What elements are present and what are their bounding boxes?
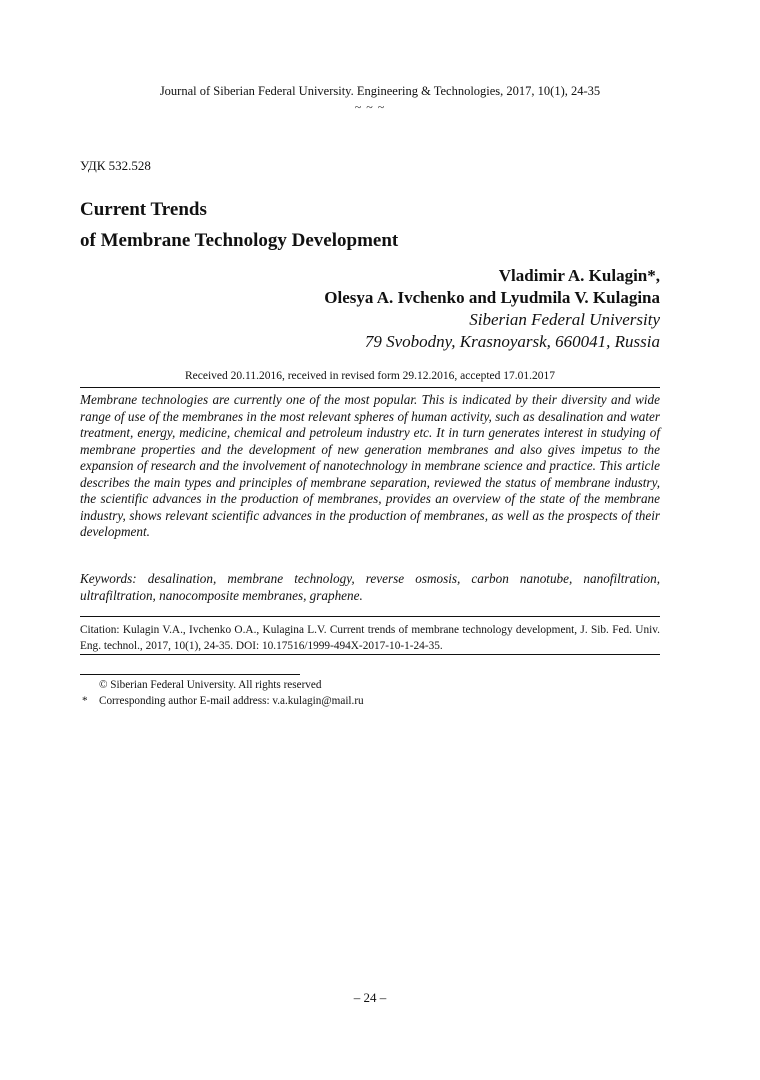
authors-line-1: Vladimir A. Kulagin*, [498,266,660,285]
authors-line-2: Olesya A. Ivchenko and Lyudmila V. Kulagina [324,288,660,307]
affiliation: Siberian Federal University [469,310,660,329]
journal-header: Journal of Siberian Federal University. Engineering & Technologies, 2017, 10(1), 24-35 [159,84,601,98]
abstract-top-rule [80,387,660,388]
header-ornament: ~ ~ ~ [354,100,386,114]
keywords: Keywords: desalination, membrane technology, reverse osmosis, carbon nanotube, nanofiltration, ultrafiltration, nanocomposite membranes, graphene. [80,571,660,603]
received-dates: Received 20.11.2016, received in revised form 29.12.2016, accepted 17.01.2017 [184,370,556,382]
address: 79 Svobodny, Krasnoyarsk, 660041, Russia [364,332,660,351]
corresponding-author-footnote: Corresponding author E-mail address: v.a.kulagin@mail.ru [99,695,364,707]
copyright-footnote: © Siberian Federal University. All rights reserved [99,679,322,691]
citation-bottom-rule [80,654,660,655]
author-block [324,265,660,353]
citation: Citation: Kulagin V.A., Ivchenko O.A., Kulagina L.V. Current trends of membrane technology development, J. Sib. Fed. Univ. Eng. technol., 2017, 10(1), 24-35. DOI: 10.17516/1999-494X-2017-10-1-24-35. [80,624,660,652]
udc-code: УДК 532.528 [80,158,151,173]
title-line-1: Current Trends [80,199,207,220]
footnote-marker: * [82,695,88,707]
article-title [80,194,398,256]
abstract: Membrane technologies are currently one of the most popular. This is indicated by their diversity and wide range of use of the membranes in the most relevant spheres of human activity, such as desalination and water treatment, energy, medicine, chemical and petroleum industry etc. It in turn generates interest in studying of membrane properties and the development of new generation membranes and also gives impetus to the expansion of research and the involvement of nanotechnology in membrane science and practice. This article describes the main types and principles of membrane separation, reviewed the status of membrane industry, the scientific advances in the production of membranes, provides an overview of the state of the membrane industry, shows relevant scientific advances in the production of membranes, as well as the prospects of their development. [80,392,660,539]
page-number: – 24 – [353,990,387,1005]
citation-top-rule [80,616,660,617]
title-line-2: of Membrane Technology Development [80,230,399,251]
footnote-rule [80,674,300,675]
